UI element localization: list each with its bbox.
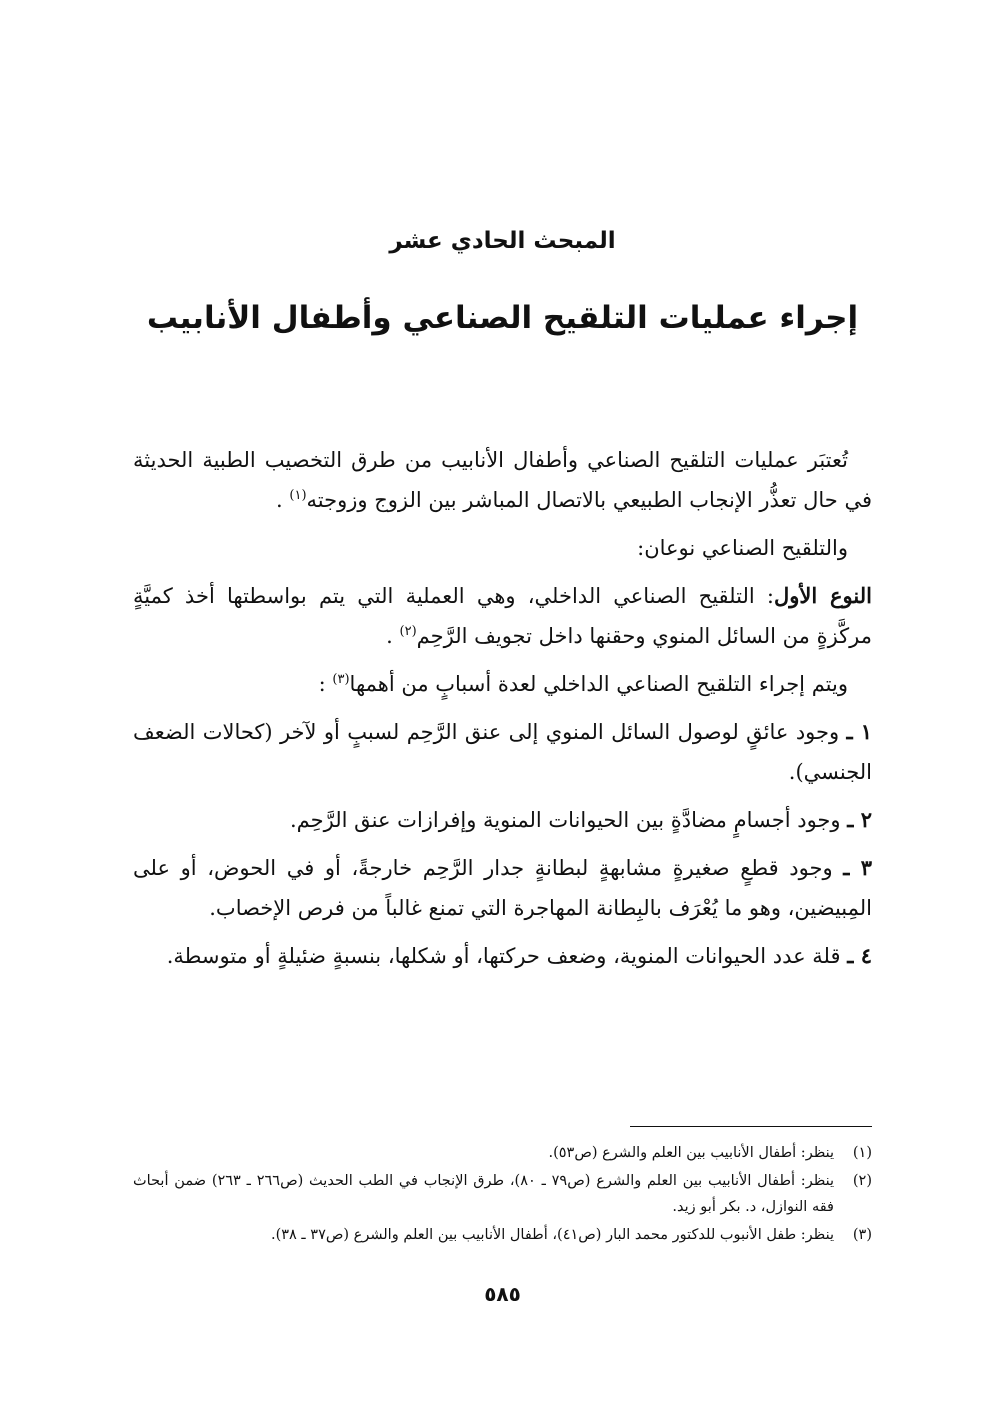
footnote-ref-3[interactable]: (٣) [332, 672, 350, 687]
footnote-number: (١) [852, 1145, 872, 1161]
list-item-text: وجود أجسامٍ مضادَّةٍ بين الحيوانات المنوية وإفرازات عنق الرَّحِم. [290, 808, 841, 832]
footnote [133, 1222, 872, 1248]
paragraph-first-type [133, 576, 872, 656]
footnotes [133, 1140, 872, 1250]
list-item-number: ٣ ـ [843, 855, 872, 880]
book-page [133, 0, 872, 1417]
list-item-text: وجود عائقٍ لوصول السائل المنوي إلى عنق الرَّحِم لسببٍ أو لآخر (كحالات الضعف الجنسي). [133, 720, 872, 784]
footnote [133, 1140, 872, 1166]
list-item [133, 936, 872, 976]
list-item [133, 848, 872, 928]
reasons-text: ويتم إجراء التلقيح الصناعي الداخلي لعدة أسبابٍ من أهمها [349, 672, 848, 696]
paragraph-reasons [133, 664, 872, 704]
list-item-number: ٤ ـ [847, 943, 872, 968]
footnote-number: (٣) [852, 1227, 872, 1243]
paragraph-intro-end: . [276, 488, 283, 512]
first-type-text: : التلقيح الصناعي الداخلي، وهي العملية التي يتم بواسطتها أخذ كميَّةٍ مركَّزةٍ من السائل المنوي وحقنها داخل تجويف الرَّحِم [133, 584, 872, 648]
first-type-end: . [386, 624, 393, 648]
page-number: ٥٨٥ [484, 1282, 521, 1306]
footnote-text: ينظر: أطفال الأنابيب بين العلم والشرع (ص٥٣). [548, 1145, 834, 1161]
chapter-title: إجراء عمليات التلقيح الصناعي وأطفال الأنابيب [146, 300, 859, 336]
paragraph-types: والتلقيح الصناعي نوعان: [637, 536, 848, 560]
list-item-text: وجود قطعٍ صغيرةٍ مشابهةٍ لبطانةٍ جدار الرَّحِم خارجةً، أو في الحوض، أو على المِبيضين، وهو ما يُعْرَف بالبِطانة المهاجرة التي تمنع غالباً من فرص الإخصاب. [133, 856, 872, 920]
footnote [133, 1168, 872, 1220]
footnote-number: (٢) [852, 1173, 872, 1189]
first-type-lead: النوع الأول [773, 583, 872, 608]
reasons-end: : [318, 672, 326, 696]
footnote-divider [630, 1126, 872, 1127]
list-item [133, 712, 872, 792]
footnote-text: ينظر: أطفال الأنابيب بين العلم والشرع (ص٧٩ ـ ٨٠)، طرق الإنجاب في الطب الحديث (ص٢٦٦ ـ ٢٦٣) ضمن أبحاث فقه النوازل، د. بكر أبو زيد. [133, 1173, 835, 1215]
footnote-ref-2[interactable]: (٢) [399, 624, 417, 639]
list-item-number: ٢ ـ [847, 807, 872, 832]
footnote-ref-1[interactable]: (١) [289, 488, 307, 503]
list-item-number: ١ ـ [846, 719, 872, 744]
footnote-text: ينظر: طفل الأنبوب للدكتور محمد البار (ص٤١)، أطفال الأنابيب بين العلم والشرع (ص٣٧ ـ ٣٨). [270, 1227, 834, 1243]
paragraph-intro-text: تُعتبَر عمليات التلقيح الصناعي وأطفال الأنابيب من طرق التخصيب الطبية الحديثة في حال تعذُّر الإنجاب الطبيعي بالاتصال المباشر بين الزوج وزوجته [133, 448, 872, 512]
list-item [133, 800, 872, 840]
body-text [133, 440, 872, 984]
chapter-label: المبحث الحادي عشر [389, 228, 616, 254]
list-item-text: قلة عدد الحيوانات المنوية، وضعف حركتها، أو شكلها، بنسبةٍ ضئيلةٍ أو متوسطة. [166, 944, 841, 968]
paragraph-intro [133, 440, 872, 520]
